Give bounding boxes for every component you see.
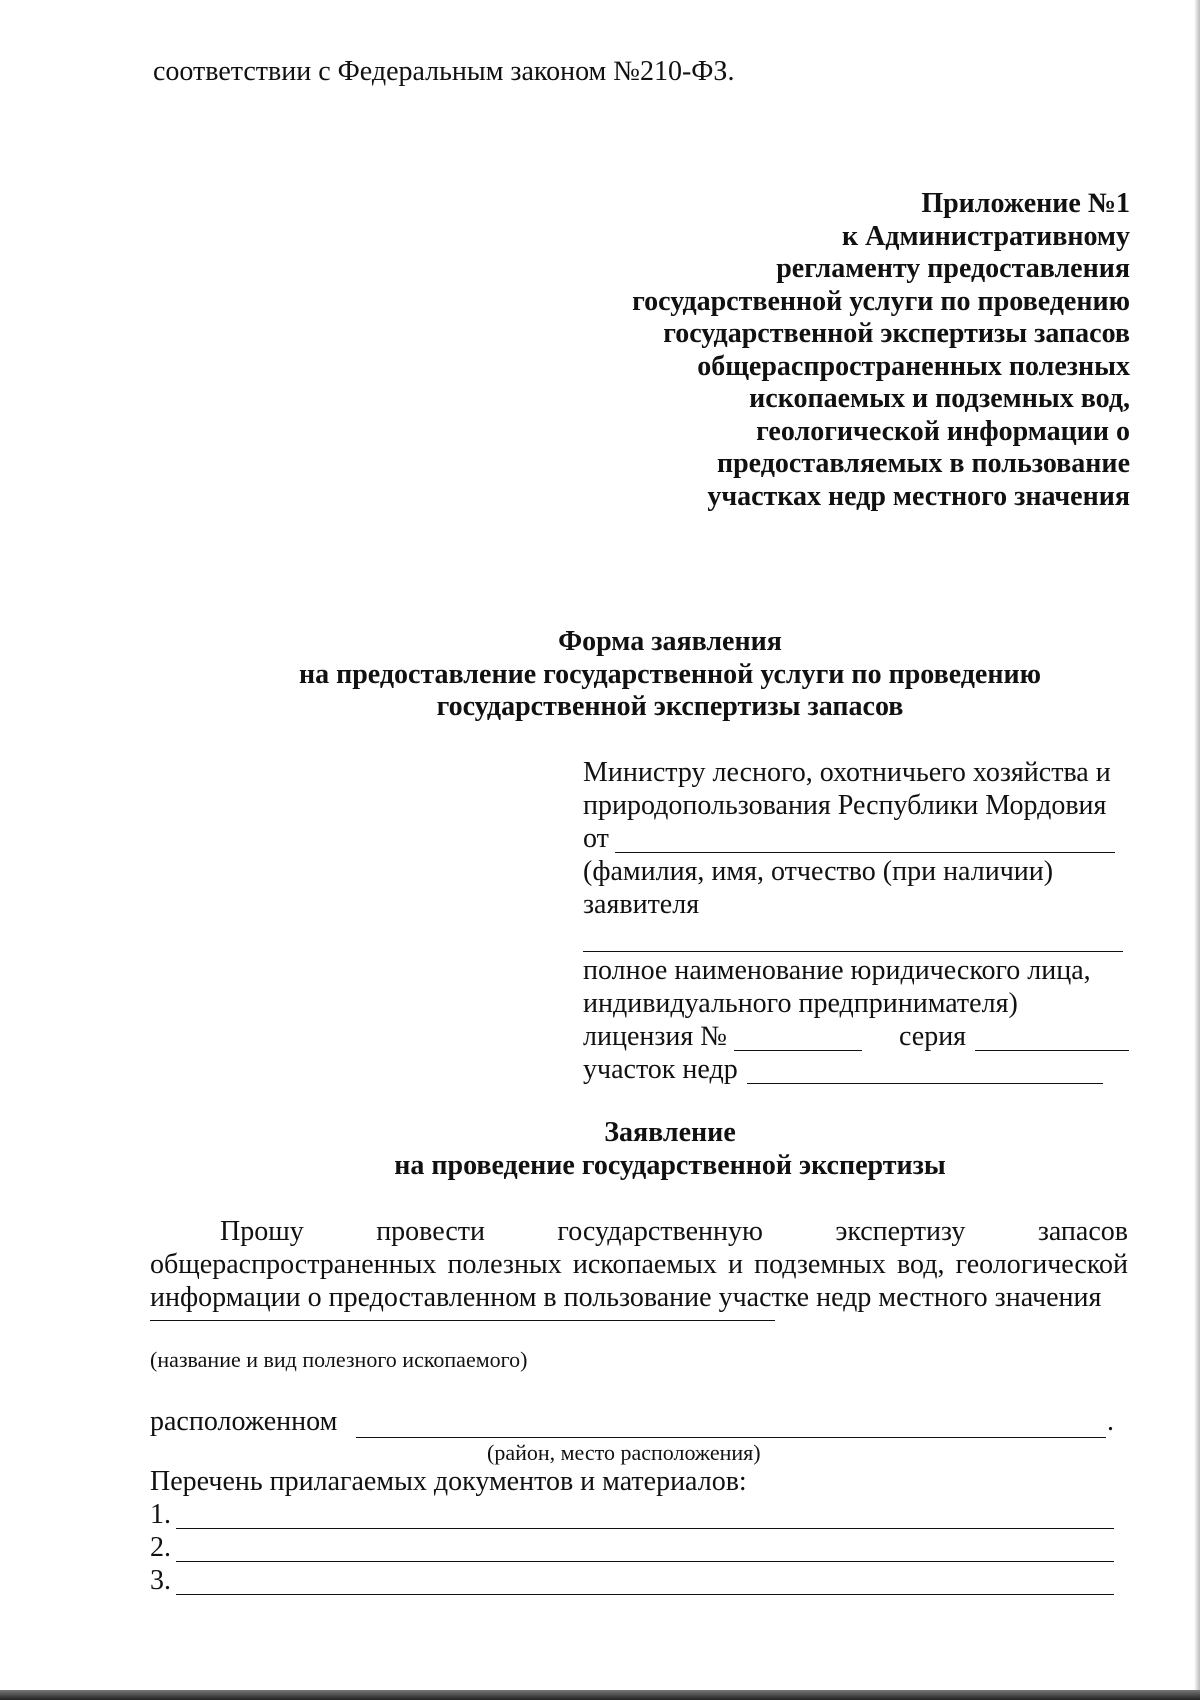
addressee-block: [583, 756, 1143, 1086]
form-title-line: Форма заявления: [558, 626, 782, 657]
district-note: (район, место расположения): [487, 1440, 761, 1465]
top-line-text: соответствии с Федеральным законом №210-ФЗ.: [153, 56, 735, 87]
statement-title: [150, 1116, 1190, 1182]
appendix-header: [560, 188, 1130, 513]
appendix-line: государственной экспертизы запасов: [663, 318, 1130, 349]
series-label: серия: [899, 1021, 967, 1052]
doc-item-field[interactable]: [176, 1528, 1114, 1529]
org-note-line-1: полное наименование юридического лица,: [583, 955, 1091, 986]
org-name-field[interactable]: [583, 927, 1123, 952]
appendix-line: геологической информации о: [756, 415, 1130, 447]
license-number-field[interactable]: [734, 1026, 862, 1051]
form-title-line: государственной экспертизы запасов: [436, 691, 904, 722]
location-end-dot: .: [1107, 1406, 1114, 1437]
scan-right-edge: [1194, 0, 1200, 1700]
appendix-line: государственной услуги по проведению: [632, 285, 1130, 317]
license-row: [583, 1020, 1143, 1053]
from-row: [583, 822, 1143, 855]
addressee-minister-line: Министру лесного, охотничьего хозяйства и: [583, 757, 1111, 788]
request-line-2: общераспространенных полезных ископаемых и подземных вод, геологической: [150, 1249, 1128, 1280]
appendix-line: Приложение №1: [921, 188, 1130, 219]
statement-title-line-1: Заявление: [604, 1117, 736, 1148]
mineral-field[interactable]: [150, 1320, 775, 1321]
appendix-line: предоставляемых в пользование: [716, 448, 1130, 479]
appendix-line: участках недр местного значения: [707, 480, 1130, 512]
subsoil-label: участок недр: [583, 1054, 738, 1085]
request-paragraph: [150, 1215, 1128, 1314]
license-label: лицензия №: [583, 1021, 727, 1052]
license-series-field[interactable]: [975, 1026, 1129, 1051]
appendix-line: к Административному: [841, 220, 1130, 252]
from-field[interactable]: [615, 828, 1115, 853]
org-name-row: [583, 921, 1143, 954]
subsoil-row: [583, 1053, 1143, 1086]
documents-heading: Перечень прилагаемых документов и материалов:: [150, 1466, 747, 1497]
location-field[interactable]: [356, 1437, 1106, 1438]
located-label: расположенном: [150, 1406, 338, 1437]
fio-note: (фамилия, имя, отчество (при наличии): [583, 856, 1054, 887]
form-title-line: на предоставление государственной услуги по проведению: [298, 658, 1042, 690]
scan-bottom-edge: [0, 1690, 1200, 1700]
mineral-note: (название и вид полезного ископаемого): [150, 1347, 528, 1372]
request-line-1: Прошу провести государственную экспертизу запасов: [220, 1216, 1128, 1247]
applicant-label: заявителя: [583, 889, 700, 920]
addressee-ministry-line: природопользования Республики Мордовия: [583, 790, 1107, 821]
doc-item-number: 2.: [150, 1532, 171, 1563]
request-line-3: информации о предоставленном в пользование участке недр местного значения: [150, 1282, 1102, 1313]
from-label: от: [583, 823, 609, 854]
org-note-line-2: индивидуального предпринимателя): [583, 988, 1018, 1019]
statement-title-line-2: на проведение государственной экспертизы: [394, 1150, 946, 1181]
doc-item-number: 3.: [150, 1565, 171, 1596]
form-title: [150, 626, 1190, 724]
appendix-line: регламенту предоставления: [776, 253, 1130, 284]
appendix-line: общераспространенных полезных: [697, 350, 1130, 382]
doc-item-number: 1.: [150, 1499, 171, 1530]
doc-item-field[interactable]: [176, 1594, 1114, 1595]
appendix-line: ископаемых и подземных вод,: [749, 383, 1130, 414]
subsoil-field[interactable]: [747, 1059, 1103, 1084]
doc-item-field[interactable]: [176, 1561, 1114, 1562]
